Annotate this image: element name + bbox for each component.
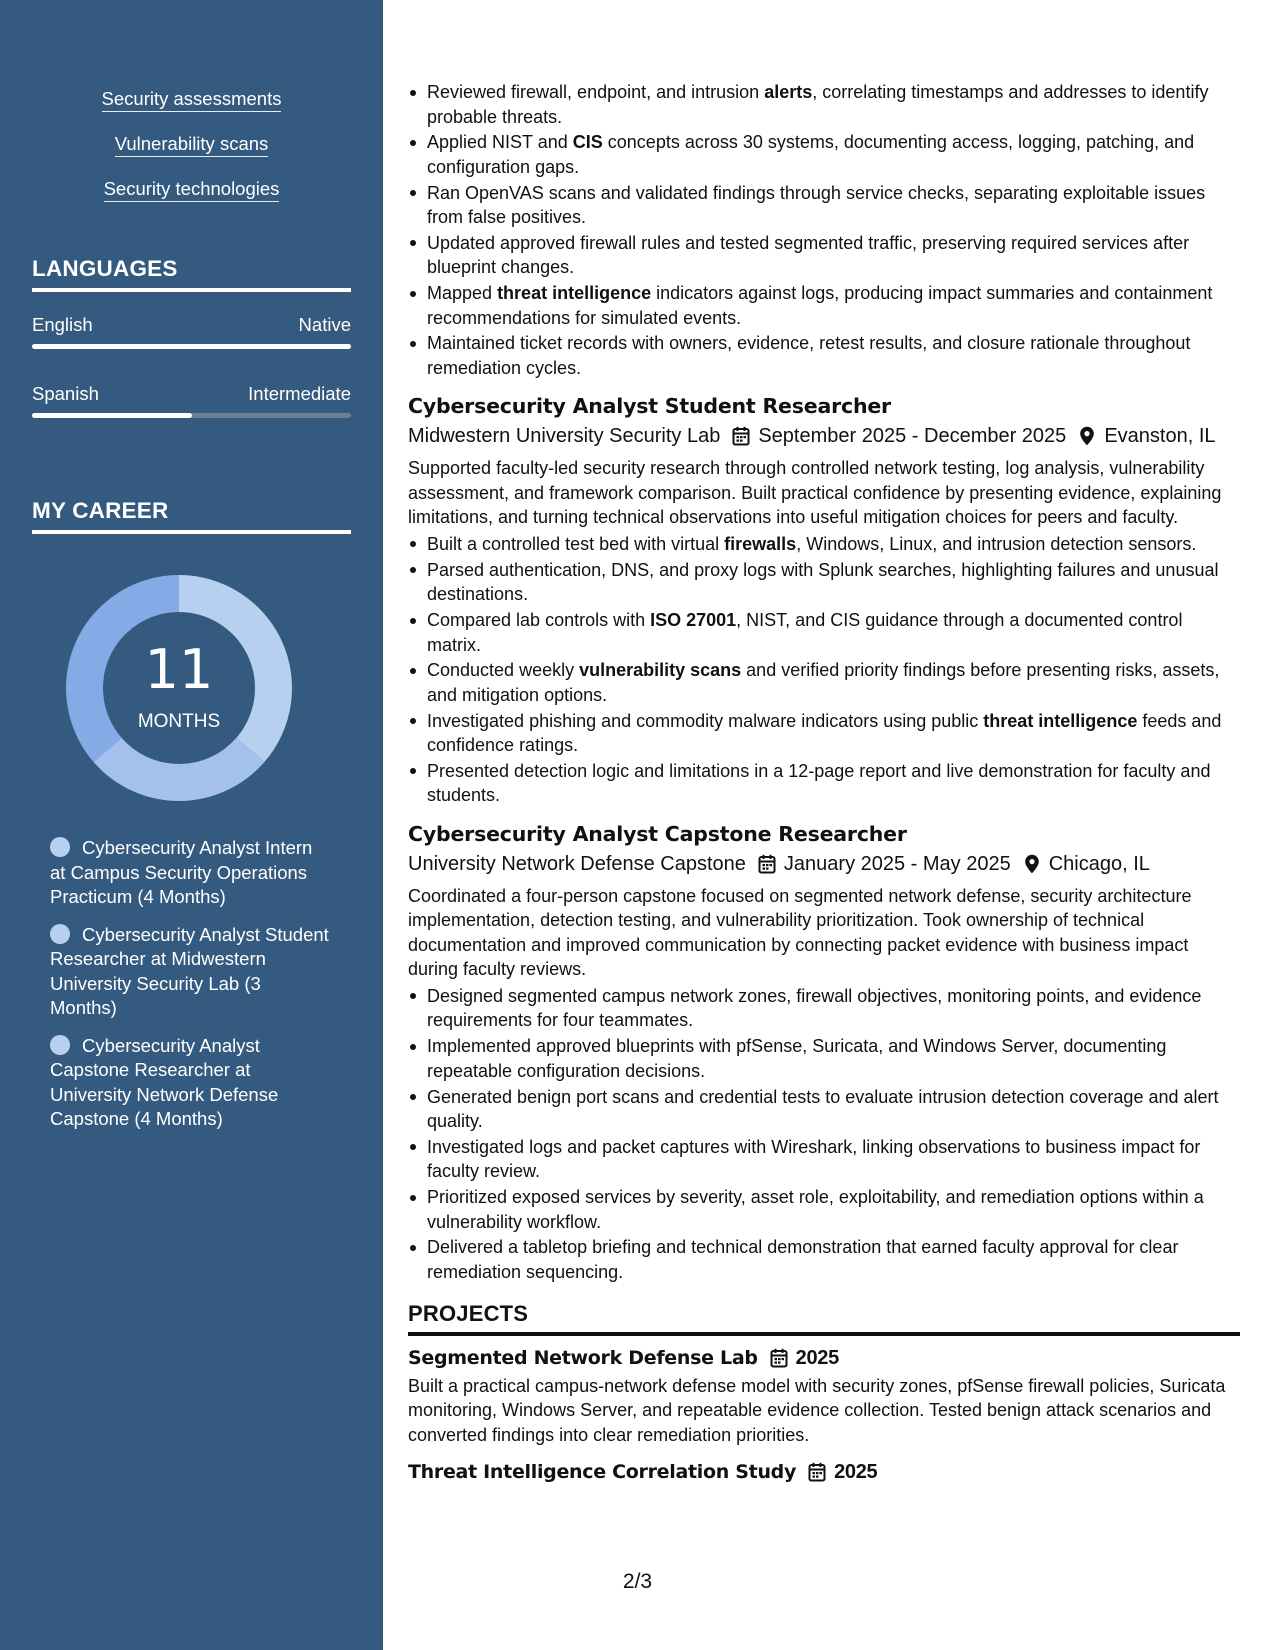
bullet-item: Investigated logs and packet captures with Wireshark, linking observations to business impact for faculty review. — [408, 1135, 1240, 1184]
legend-dot-icon — [50, 1035, 70, 1055]
job-summary: Supported faculty-led security research through controlled network testing, log analysis, vulnerability assessment, and framework comparison. Built practical confidence by presenting evidence, explaining limitations, and turning technical observations into useful mitigation choices for peers and faculty. — [408, 458, 1222, 528]
project-title: Threat Intelligence Correlation Study — [408, 1461, 797, 1484]
job-meta — [408, 422, 1240, 450]
location-pin-icon — [1078, 426, 1096, 446]
job-organization: University Network Defense Capstone — [408, 852, 746, 875]
bullet-item: Compared lab controls with ISO 27001, NIST, and CIS guidance through a documented control matrix. — [408, 608, 1240, 657]
career-item: Cybersecurity Analyst Capstone Researcher at University Network Defense Capstone (4 Months) — [50, 1034, 279, 1129]
bullet-item: Generated benign port scans and credential tests to evaluate intrusion detection coverage and alert quality. — [408, 1085, 1240, 1134]
job-organization: Midwestern University Security Lab — [408, 425, 721, 448]
language-level: Intermediate — [248, 383, 351, 404]
bullet-item: Designed segmented campus network zones, firewall objectives, monitoring points, and evidence requirements for four teammates. — [408, 984, 1240, 1033]
bullet-item: Presented detection logic and limitations in a 12-page report and live demonstration for faculty and students. — [408, 759, 1240, 808]
donut-segment — [94, 738, 265, 801]
job-title: Cybersecurity Analyst Student Researcher — [408, 394, 891, 419]
language-name: Spanish — [32, 383, 99, 404]
job-dates: September 2025 - December 2025 — [758, 425, 1067, 448]
bullet-item: Reviewed firewall, endpoint, and intrusion alerts, correlating timestamps and addresses to identify probable threats. — [408, 80, 1240, 129]
bullet-item: Investigated phishing and commodity malware indicators using public threat intelligence feeds and confidence ratings. — [408, 709, 1240, 758]
language-proficiency-bar — [32, 344, 351, 349]
project-entry — [408, 1345, 1240, 1448]
job-entry — [408, 820, 1240, 1284]
career-total-number: 11 — [144, 638, 214, 701]
career-item: Cybersecurity Analyst Student Researcher at Midwestern University Security Lab (3 Months) — [50, 923, 329, 1018]
bullet-item: Parsed authentication, DNS, and proxy logs with Splunk searches, highlighting failures and unusual destinations. — [408, 558, 1240, 607]
job-entry — [408, 392, 1240, 807]
job-dates: January 2025 - May 2025 — [783, 852, 1011, 875]
calendar-icon — [732, 426, 750, 446]
sidebar — [0, 0, 383, 1650]
job-title: Cybersecurity Analyst Capstone Researcher — [408, 821, 907, 846]
calendar-icon — [808, 1462, 826, 1482]
bullet-item: Delivered a tabletop briefing and technical demonstration that earned faculty approval for clear remediation sequencing. — [408, 1235, 1240, 1284]
bullet-item: Applied NIST and CIS concepts across 30 systems, documenting access, logging, patching, and configuration gaps. — [408, 130, 1240, 179]
main-content — [408, 80, 1240, 1485]
language-level: Native — [298, 314, 351, 335]
career-item: Cybersecurity Analyst Intern at Campus Security Operations Practicum (4 Months) — [50, 837, 313, 907]
bullet-item: Built a controlled test bed with virtual firewalls, Windows, Linux, and intrusion detection sensors. — [408, 532, 1240, 557]
project-title-row — [408, 1345, 1240, 1371]
skill-item[interactable]: Security assessments — [0, 88, 383, 110]
bullet-item: Implemented approved blueprints with pfSense, Suricata, and Windows Server, documenting repeatable configuration decisions. — [408, 1034, 1240, 1083]
language-proficiency-fill — [32, 344, 351, 349]
project-title: Segmented Network Defense Lab — [408, 1346, 758, 1369]
projects-heading: PROJECTS — [408, 1302, 1240, 1336]
job-meta — [408, 850, 1240, 878]
language-row — [32, 383, 351, 405]
job-bullets — [408, 532, 1240, 808]
job-summary: Coordinated a four-person capstone focused on segmented network defense, security architecture implementation, detection testing, and vulnerability prioritization. Took ownership of technical documentation and improved communication by connecting packet evidence with business impact during faculty reviews. — [408, 885, 1192, 980]
career-heading: MY CAREER — [32, 498, 351, 534]
legend-dot-icon — [50, 924, 70, 944]
experience-bullets — [408, 80, 1240, 380]
language-row — [32, 314, 351, 336]
job-location: Evanston, IL — [1104, 425, 1216, 448]
bullet-item: Conducted weekly vulnerability scans and verified priority findings before presenting risks, assets, and mitigation options. — [408, 658, 1240, 707]
skill-item[interactable]: Security technologies — [0, 178, 383, 200]
skill-item[interactable]: Vulnerability scans — [0, 133, 383, 155]
calendar-icon — [770, 1348, 788, 1368]
bullet-item: Updated approved firewall rules and tested segmented traffic, preserving required services after blueprint changes. — [408, 231, 1240, 280]
bullet-item: Maintained ticket records with owners, evidence, retest results, and closure rationale throughout remediation cycles. — [408, 331, 1240, 380]
location-pin-icon — [1023, 854, 1041, 874]
bullet-item: Mapped threat intelligence indicators against logs, producing impact summaries and containment recommendations for simulated events. — [408, 281, 1240, 330]
job-bullets — [408, 984, 1240, 1284]
language-proficiency-bar — [32, 413, 351, 418]
language-name: English — [32, 314, 93, 335]
job-location: Chicago, IL — [1048, 852, 1150, 875]
career-list — [50, 836, 330, 1145]
project-description: Built a practical campus-network defense model with security zones, pfSense firewall policies, Suricata monitoring, Windows Server, and repeatable evidence collection. Tested benign attack scenarios and converted findings into clear remediation priorities. — [408, 1375, 1226, 1445]
bullet-item: Prioritized exposed services by severity, asset role, exploitability, and remediation options within a vulnerability workflow. — [408, 1185, 1240, 1234]
project-title-row — [408, 1459, 1240, 1485]
project-year: 2025 — [834, 1461, 878, 1484]
bullet-item: Ran OpenVAS scans and validated findings through service checks, separating exploitable issues from false positives. — [408, 181, 1240, 230]
page-number: 2/3 — [622, 1570, 653, 1593]
languages-heading: LANGUAGES — [32, 256, 351, 292]
project-year: 2025 — [795, 1346, 839, 1369]
language-proficiency-fill — [32, 413, 192, 418]
career-total-unit: MONTHS — [137, 711, 221, 732]
career-donut-chart — [66, 575, 292, 801]
calendar-icon — [758, 854, 776, 874]
project-entry — [408, 1459, 1240, 1485]
legend-dot-icon — [50, 837, 70, 857]
